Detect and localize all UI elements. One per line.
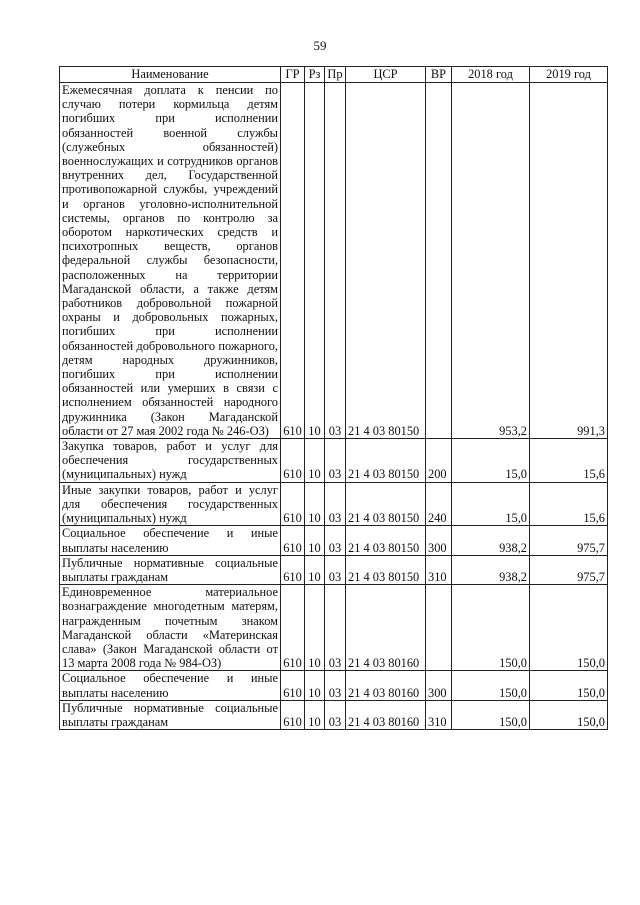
table-row [60,83,608,439]
row-2019: 975,7 [530,526,608,555]
row-rz: 10 [305,671,325,700]
row-rz: 10 [305,526,325,555]
header-rz: Рз [305,67,325,83]
header-gr: ГР [281,67,305,83]
row-rz: 10 [305,83,325,439]
row-pr: 03 [325,526,346,555]
row-name: Ежемесячная доплата к пенсии по случаю потери кормильца детям погибших при исполнении обязанностей военной службы (служебных обязанностей) военнослужащих и сотрудников органов внутренних дел, Государственной противопожарной службы, учреждений и органов уголовно-исполнительной системы, органов по контролю за оборотом наркотических средств и психотропных веществ, органов федеральной службы безопасности, расположенных на территории Магаданской области, а также детям работников добровольной пожарной охраны и добровольных пожарных, погибших при исполнении обязанностей добровольного пожарного, детям народных дружинников, погибших при исполнении обязанностей или умерших в связи с исполнением обязанностей народного дружинника (Закон Магаданской области от 27 мая 2002 года № 246-ОЗ) [60,83,281,439]
header-vr: ВР [426,67,452,83]
row-rz: 10 [305,700,325,729]
row-csr: 21 4 03 80150 [346,555,426,584]
header-2018: 2018 год [452,67,530,83]
row-vr: 200 [426,439,452,483]
row-2018: 953,2 [452,83,530,439]
page-number: 59 [313,38,327,53]
budget-table [59,66,608,730]
row-csr: 21 4 03 80160 [346,700,426,729]
header-pr: Пр [325,67,346,83]
row-2019: 15,6 [530,482,608,526]
row-gr: 610 [281,83,305,439]
row-csr: 21 4 03 80150 [346,439,426,483]
row-pr: 03 [325,83,346,439]
row-2019: 150,0 [530,585,608,671]
table-row [60,482,608,526]
row-rz: 10 [305,439,325,483]
row-2019: 975,7 [530,555,608,584]
row-name: Социальное обеспечение и иные выплаты населению [60,526,281,555]
row-name: Социальное обеспечение и иные выплаты населению [60,671,281,700]
row-csr: 21 4 03 80150 [346,526,426,555]
row-name: Публичные нормативные социальные выплаты гражданам [60,555,281,584]
row-2018: 938,2 [452,526,530,555]
row-2019: 150,0 [530,700,608,729]
row-vr [426,585,452,671]
row-vr [426,83,452,439]
row-vr: 300 [426,671,452,700]
row-pr: 03 [325,439,346,483]
table-row [60,526,608,555]
row-csr: 21 4 03 80160 [346,585,426,671]
row-pr: 03 [325,671,346,700]
row-pr: 03 [325,585,346,671]
row-name: Иные закупки товаров, работ и услуг для обеспечения государственных (муниципальных) нужд [60,482,281,526]
row-vr: 300 [426,526,452,555]
row-2018: 150,0 [452,671,530,700]
row-pr: 03 [325,482,346,526]
row-2018: 15,0 [452,439,530,483]
table-row [60,585,608,671]
row-rz: 10 [305,585,325,671]
row-vr: 310 [426,700,452,729]
row-gr: 610 [281,700,305,729]
row-gr: 610 [281,671,305,700]
row-gr: 610 [281,482,305,526]
row-gr: 610 [281,585,305,671]
row-2019: 991,3 [530,83,608,439]
row-gr: 610 [281,555,305,584]
row-2019: 150,0 [530,671,608,700]
row-csr: 21 4 03 80150 [346,482,426,526]
table-row [60,671,608,700]
row-vr: 310 [426,555,452,584]
row-2018: 15,0 [452,482,530,526]
row-gr: 610 [281,439,305,483]
row-2018: 150,0 [452,700,530,729]
row-pr: 03 [325,555,346,584]
row-csr: 21 4 03 80160 [346,671,426,700]
table-row [60,439,608,483]
header-2019: 2019 год [530,67,608,83]
row-name: Закупка товаров, работ и услуг для обеспечения государственных (муниципальных) нужд [60,439,281,483]
header-name: Наименование [60,67,281,83]
row-2018: 150,0 [452,585,530,671]
row-2019: 15,6 [530,439,608,483]
row-rz: 10 [305,555,325,584]
header-csr: ЦСР [346,67,426,83]
row-name: Единовременное материальное вознаграждение многодетным матерям, награжденным почетным знаком Магаданской области «Материнская слава» (Закон Магаданской области от 13 марта 2008 года № 984-ОЗ) [60,585,281,671]
table-row [60,555,608,584]
table-row [60,700,608,729]
row-csr: 21 4 03 80150 [346,83,426,439]
row-2018: 938,2 [452,555,530,584]
row-gr: 610 [281,526,305,555]
row-vr: 240 [426,482,452,526]
row-pr: 03 [325,700,346,729]
header-row [60,67,608,83]
row-rz: 10 [305,482,325,526]
row-name: Публичные нормативные социальные выплаты гражданам [60,700,281,729]
